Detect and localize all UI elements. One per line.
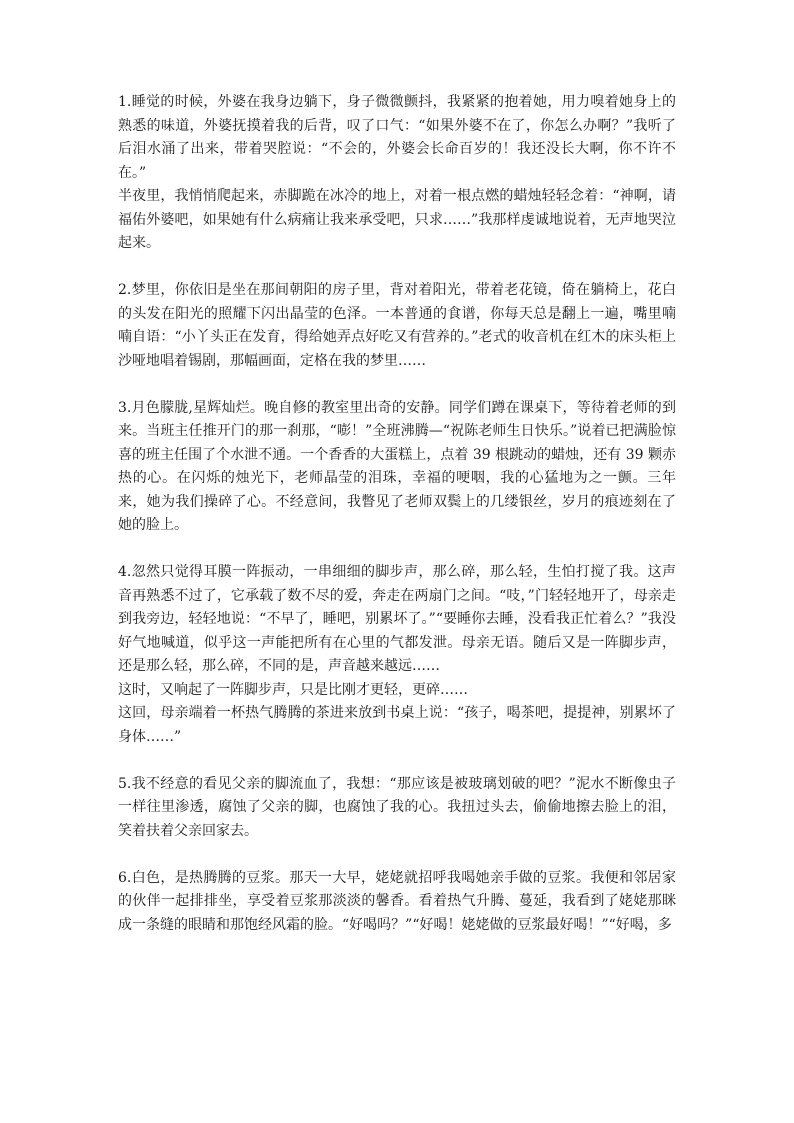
section-6 [118,867,676,938]
section-3 [118,397,676,538]
section-4 [118,561,676,749]
paragraph: 6.白色，是热腾腾的豆浆。那天一大早，姥姥就招呼我喝她亲手做的豆浆。我便和邻居家的伙伴一起排排坐，享受着豆浆那淡淡的馨香。看着热气升腾、蔓延，我看到了姥姥那眯成一条缝的眼睛和那饱经风霜的脸。“好喝吗？”“好喝！姥姥做的豆浆最好喝！”“好喝，多 [118,869,676,933]
paragraph: 4.忽然只觉得耳膜一阵振动，一串细细的脚步声，那么碎，那么轻，生怕打搅了我。这声音再熟悉不过了，它承载了数不尽的爱，奔走在两扇门之间。“吱，”门轻轻地开了，母亲走到我旁边，轻轻地说：“不早了，睡吧，别累坏了。”“要睡你去睡，没看我正忙着么？”我没好气地喊道，似乎这一声能把所有在心里的气都发泄。母亲无语。随后又是一阵脚步声，还是那么轻，那么碎，不同的是，声音越来越远…… [118,564,676,674]
paragraph-gap [118,256,676,280]
paragraph-gap [118,373,676,397]
paragraph-gap [118,538,676,562]
paragraph-gap [118,843,676,867]
paragraph-gap [118,749,676,773]
paragraph: 2.梦里，你依旧是坐在那间朝阳的房子里，背对着阳光，带着老花镜，倚在躺椅上，花白的头发在阳光的照耀下闪出晶莹的色泽。一本普通的食谱，你每天总是翻上一遍，嘴里喃喃自语：“小丫头正在发育，得给她弄点好吃又有营养的。”老式的收音机在红木的床头柜上沙哑地唱着锡剧，那幅画面，定格在我的梦里…… [118,282,676,369]
paragraph: 半夜里，我悄悄爬起来，赤脚跪在冰冷的地上，对着一根点燃的蜡烛轻轻念着：“神啊，请福佑外婆吧，如果她有什么病痛让我来承受吧，只求……”我那样虔诚地说着，无声地哭泣起来。 [118,188,676,251]
section-2 [118,279,676,373]
paragraph: 1.睡觉的时候，外婆在我身边躺下，身子微微颤抖，我紧紧的抱着她，用力嗅着她身上的熟悉的味道，外婆抚摸着我的后背，叹了口气：“如果外婆不在了，你怎么办啊？”我听了后泪水涌了出来，带着哭腔说：“不会的，外婆会长命百岁的！我还没长大啊，你不许不在。” [118,94,676,181]
document-page [118,91,676,937]
section-5 [118,773,676,844]
section-1 [118,91,676,256]
paragraph: 这回，母亲端着一杯热气腾腾的茶进来放到书桌上说：“孩子，喝茶吧，提提神，别累坏了身体……” [118,705,676,745]
paragraph: 5.我不经意的看见父亲的脚流血了，我想：“那应该是被玻璃划破的吧？”泥水不断像虫子一样往里渗透，腐蚀了父亲的脚，也腐蚀了我的心。我扭过头去，偷偷地擦去脸上的泪，笑着扶着父亲回家去。 [118,775,676,839]
paragraph: 3.月色朦胧,星辉灿烂。晚自修的教室里出奇的安静。同学们蹲在课桌下，等待着老师的到来。当班主任推开门的那一刹那，“嘭！”全班沸腾—“祝陈老师生日快乐。”说着已把满脸惊喜的班主任围了个水泄不通。一个香香的大蛋糕上，点着 39 根跳动的蜡烛，还有 39 颗赤热的心。在闪烁的烛光下，老师晶莹的泪珠，幸福的哽咽，我的心猛地为之一颤。三年来，她为我们操碎了心。不经意间，我瞥见了老师双鬓上的几缕银丝，岁月的痕迹刻在了她的脸上。 [118,399,676,533]
paragraph: 这时，又响起了一阵脚步声，只是比刚才更轻，更碎…… [118,681,468,698]
